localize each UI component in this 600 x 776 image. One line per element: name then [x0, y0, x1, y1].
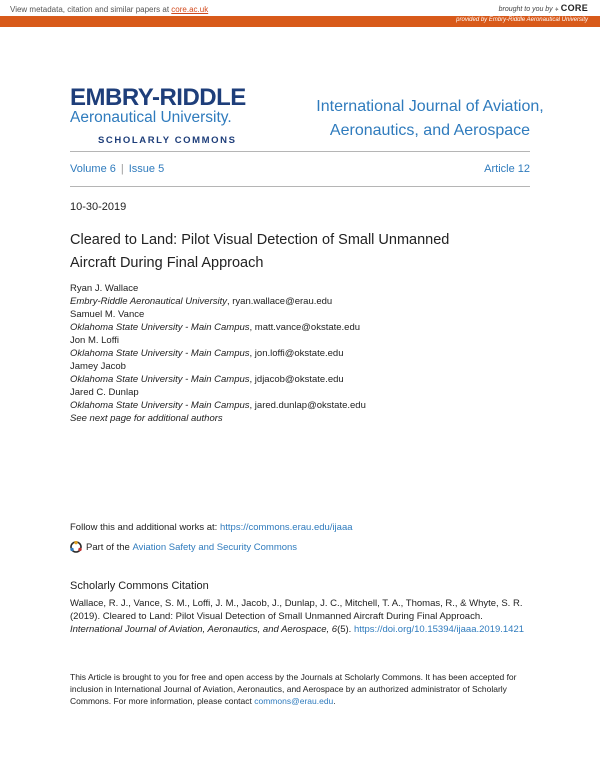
- network-icon: [70, 541, 82, 553]
- access-statement: [70, 671, 530, 707]
- author-affiliation-line: Oklahoma State University - Main Campus, jon.loffi@okstate.edu: [70, 348, 344, 359]
- author-item: [70, 282, 530, 308]
- publication-date: 10-30-2019: [70, 201, 127, 213]
- issue-link[interactable]: Issue 5: [128, 163, 165, 175]
- citation-issue: (5).: [337, 624, 354, 635]
- divider-top: [70, 151, 530, 152]
- citation-heading: Scholarly Commons Citation: [70, 580, 209, 592]
- author-name: Jon M. Loffi: [70, 335, 119, 346]
- author-item: [70, 308, 530, 334]
- see-next-page-note: See next page for additional authors: [70, 413, 223, 424]
- journal-title-line2: Aeronautics, and Aerospace: [329, 122, 531, 139]
- author-affiliation-line: Oklahoma State University - Main Campus, matt.vance@okstate.edu: [70, 322, 361, 333]
- core-provider-bar: [0, 16, 600, 27]
- citation-doi-link[interactable]: https://doi.org/10.15394/ijaaa.2019.1421: [353, 624, 525, 635]
- title-line2: Aircraft During Final Approach: [70, 255, 264, 271]
- core-logo: CORE: [560, 3, 588, 13]
- part-of-line: [70, 541, 297, 553]
- author-item: [70, 360, 530, 386]
- author-affiliation-line: Embry-Riddle Aeronautical University, ryan.wallace@erau.edu: [70, 296, 333, 307]
- journal-title-line1: International Journal of Aviation,: [316, 98, 544, 115]
- core-brand[interactable]: [499, 3, 588, 13]
- journal-title[interactable]: [300, 95, 560, 143]
- author-item: [70, 386, 530, 412]
- volume-separator: |: [120, 163, 124, 175]
- author-affiliation: Oklahoma State University - Main Campus: [70, 322, 250, 333]
- author-name: Jared C. Dunlap: [70, 387, 139, 398]
- core-provided-by: provided by Embry-Riddle Aeronautical University: [456, 17, 588, 23]
- author-affiliation: Oklahoma State University - Main Campus: [70, 374, 250, 385]
- volume-issue: [70, 163, 164, 175]
- author-email[interactable]: jon.loffi@okstate.edu: [254, 348, 344, 359]
- logo-aeronautical-university: Aeronautical University.: [70, 109, 232, 126]
- author-list: [70, 282, 530, 425]
- author-name: Ryan J. Wallace: [70, 283, 139, 294]
- access-statement-end: .: [333, 696, 336, 706]
- article-number-link[interactable]: Article 12: [484, 163, 530, 175]
- title-line1: Cleared to Land: Pilot Visual Detection of Small Unmanned: [70, 232, 450, 248]
- article-title: [70, 229, 510, 275]
- part-of-link[interactable]: Aviation Safety and Security Commons: [132, 541, 298, 553]
- follow-link[interactable]: https://commons.erau.edu/ijaaa: [219, 522, 353, 533]
- author-affiliation-line: Oklahoma State University - Main Campus, jdjacob@okstate.edu: [70, 374, 344, 385]
- author-email[interactable]: matt.vance@okstate.edu: [254, 322, 361, 333]
- core-domain-link[interactable]: core.ac.uk: [171, 5, 209, 14]
- author-item: [70, 334, 530, 360]
- volume-link[interactable]: Volume 6: [70, 163, 116, 175]
- core-logo-icon: ✈: [554, 7, 559, 13]
- author-affiliation: Embry-Riddle Aeronautical University: [70, 296, 227, 307]
- logo-scholarly-commons: SCHOLARLY COMMONS: [98, 135, 237, 146]
- divider-bottom: [70, 186, 530, 187]
- author-affiliation: Oklahoma State University - Main Campus: [70, 400, 250, 411]
- follow-text: Follow this and additional works at:: [70, 522, 220, 533]
- author-email[interactable]: jared.dunlap@okstate.edu: [254, 400, 366, 411]
- follow-line: [70, 522, 353, 533]
- citation-journal: International Journal of Aviation, Aeronautics, and Aerospace, 6: [70, 624, 338, 635]
- core-brought-by: brought to you by: [498, 6, 553, 13]
- contact-email-link[interactable]: commons@erau.edu: [254, 696, 334, 706]
- core-link-prefix: View metadata, citation and similar papers at: [10, 5, 172, 14]
- author-affiliation-line: Oklahoma State University - Main Campus, jared.dunlap@okstate.edu: [70, 400, 366, 411]
- author-email[interactable]: jdjacob@okstate.edu: [254, 374, 344, 385]
- author-name: Samuel M. Vance: [70, 309, 145, 320]
- author-email[interactable]: ryan.wallace@erau.edu: [232, 296, 333, 307]
- author-name: Jamey Jacob: [70, 361, 126, 372]
- logo-embry-riddle: EMBRY-RIDDLE: [70, 84, 246, 111]
- erau-logo[interactable]: [70, 86, 286, 146]
- citation-text: [70, 597, 530, 636]
- part-of-text: Part of the: [86, 541, 130, 553]
- citation-body: Wallace, R. J., Vance, S. M., Loffi, J. M., Jacob, J., Dunlap, J. C., Mitchell, T. A., Thomas, R., & Whyte, S. R. (2019). Cleared to Land: Pilot Visual Detection of Small Unmanned Aircraft During Final Approach.: [70, 598, 523, 622]
- core-metadata-link[interactable]: [10, 5, 208, 14]
- author-affiliation: Oklahoma State University - Main Campus: [70, 348, 250, 359]
- access-statement-text: This Article is brought to you for free and open access by the Journals at Scholarly Commons. It has been accepted for inclusion in International Journal of Aviation, Aeronautics, and Aerospace by an authorized administrator of Scholarly Commons. For more information, please contact: [70, 672, 517, 706]
